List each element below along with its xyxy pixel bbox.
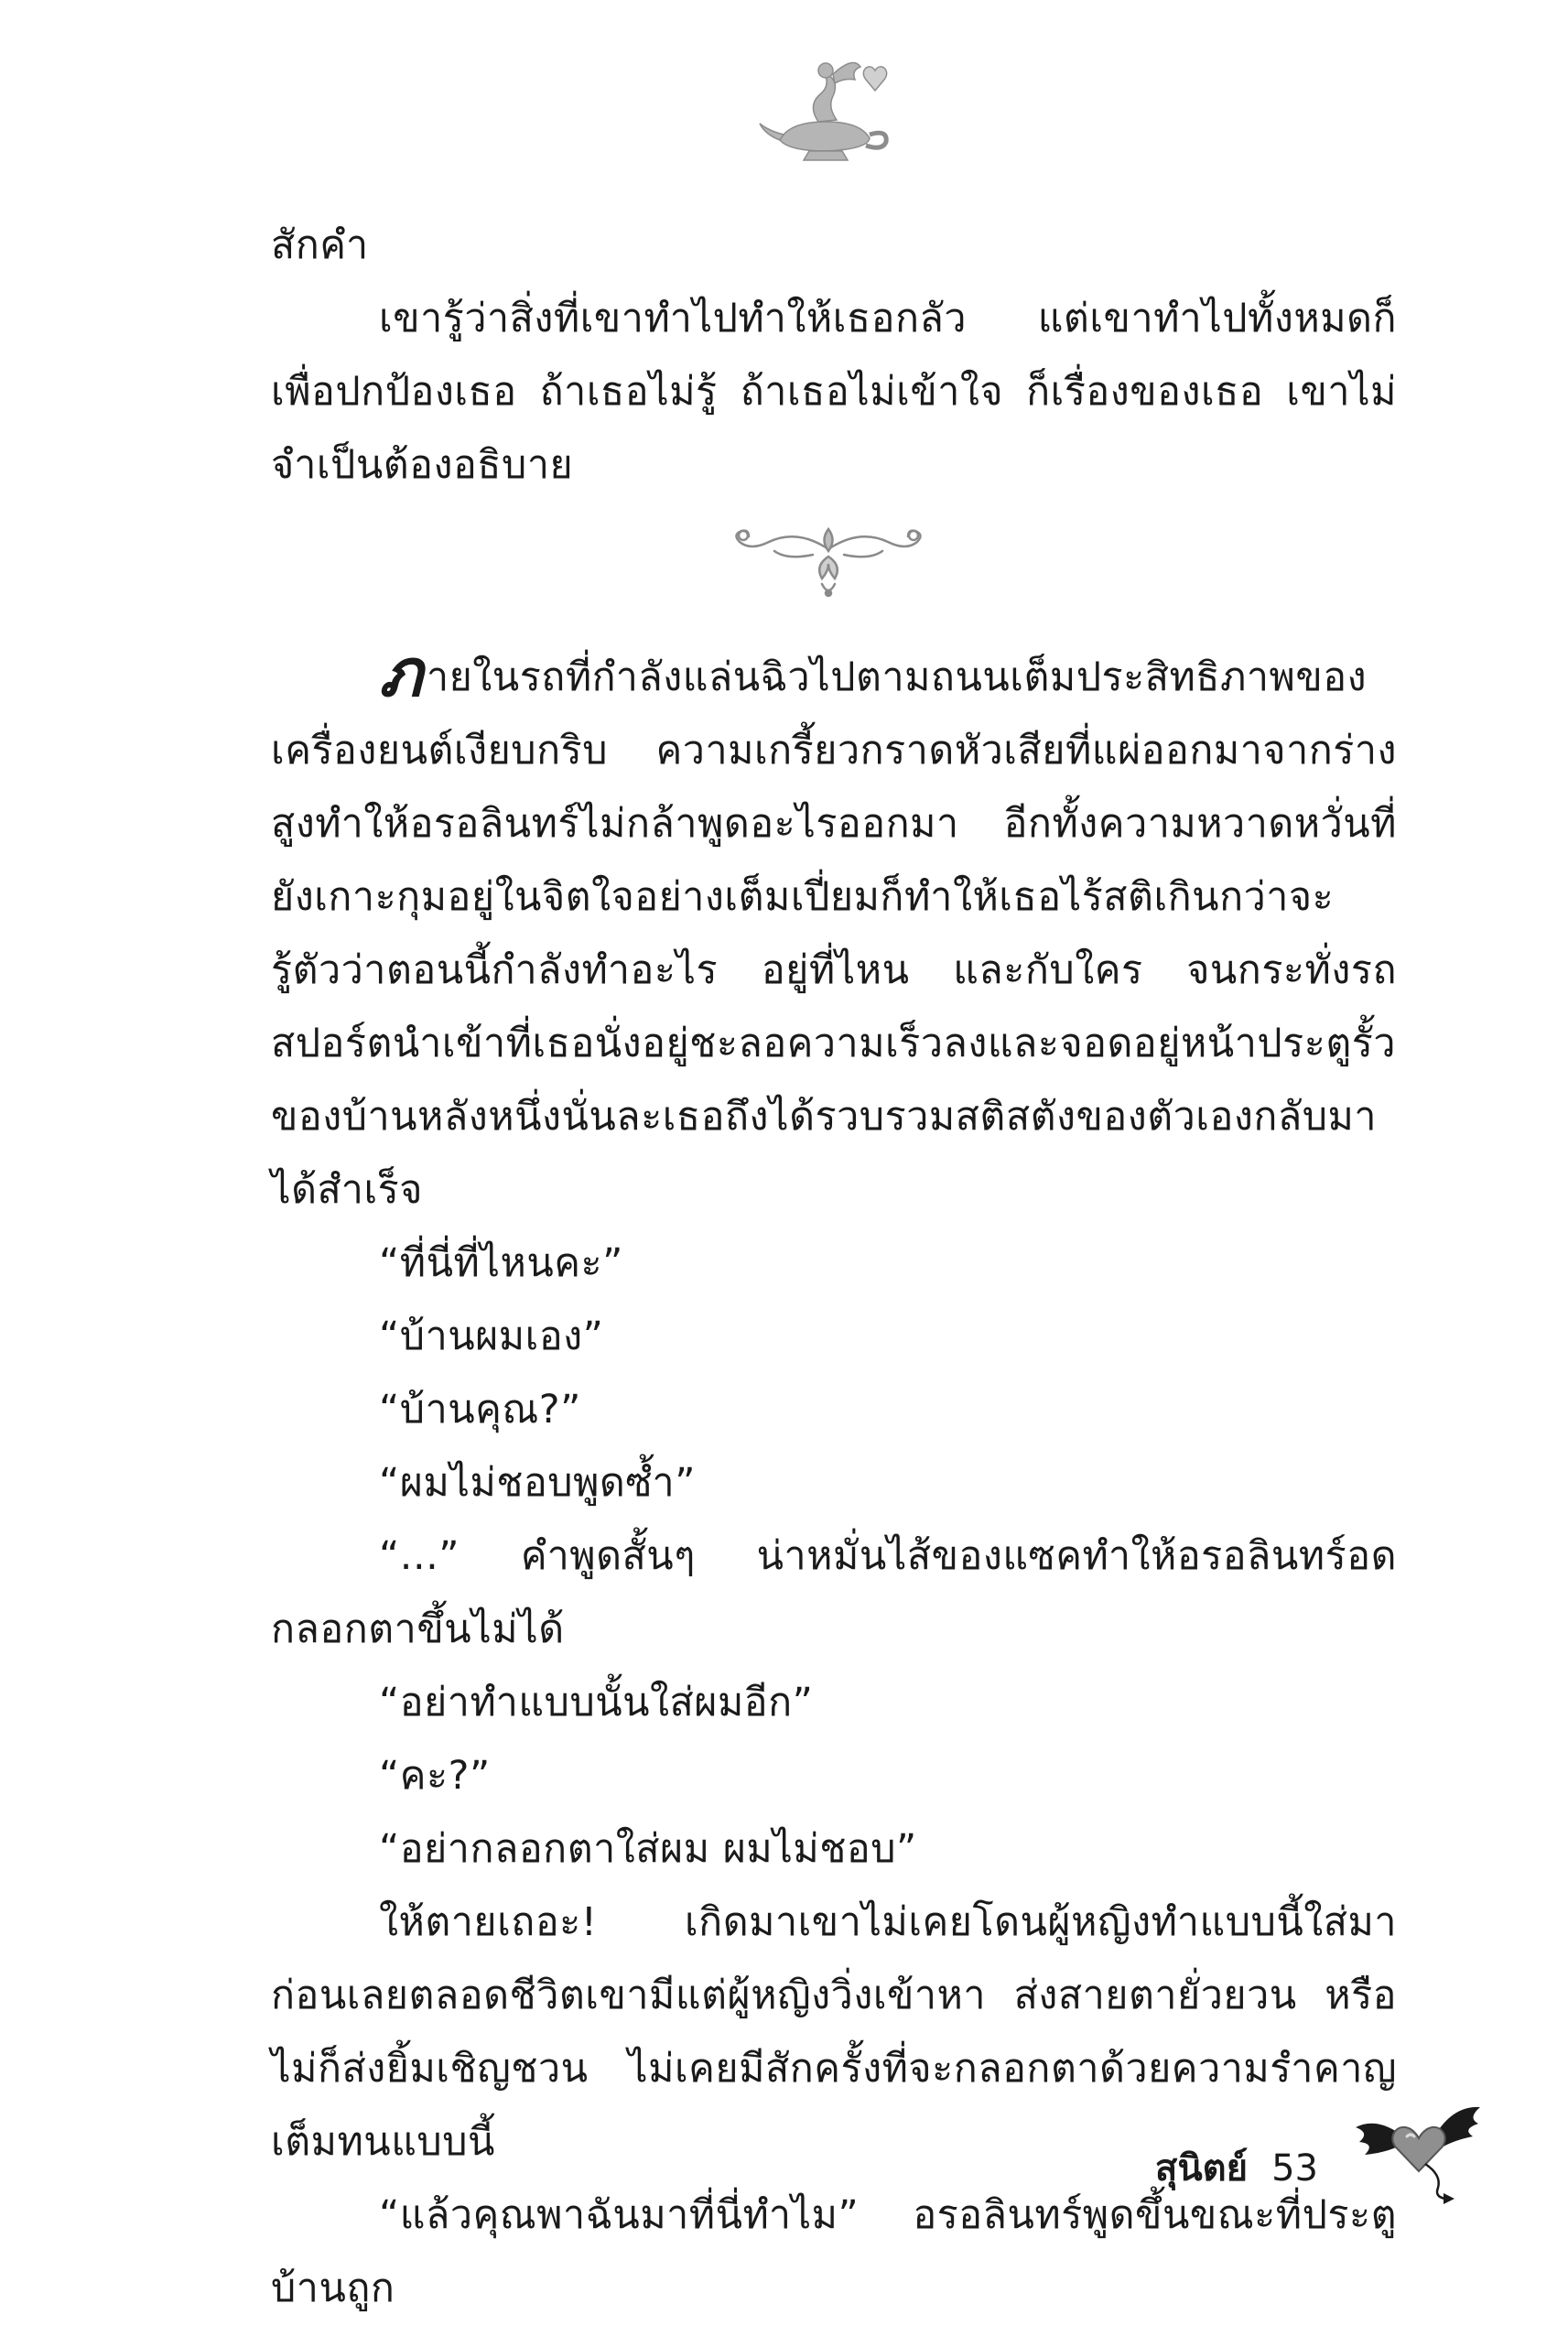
drop-cap: ภ bbox=[379, 633, 423, 711]
paragraph: สักคำ bbox=[271, 222, 369, 268]
paragraph: ให้ตายเถอะ! เกิดมาเขาไม่เคยโดนผู้หญิงทำแบบนี้ใส่มาก่อนเลยตลอดชีวิตเขามีแต่ผู้หญิงวิ่งเข้าหา ส่งสายตายั่วยวน หรือไม่ก็ส่งยิ้มเชิญชวน ไม่เคยมีสักครั้งที่จะกลอกตาด้วยความรำคาญเต็มทนแบบนี้ bbox=[271, 1899, 1397, 2165]
scroll-flourish-ornament-icon bbox=[723, 520, 934, 602]
winged-heart-devil-icon bbox=[1350, 2096, 1487, 2206]
page-footer bbox=[1080, 2138, 1318, 2197]
dialogue-line: “คะ?” bbox=[379, 1753, 491, 1799]
page-number: 53 bbox=[1271, 2147, 1318, 2190]
dialogue-line: “บ้านคุณ?” bbox=[379, 1387, 581, 1433]
paragraph: “แล้วคุณพาฉันมาที่นี่ทำไม” อรอลินทร์พูดขึ้นขณะที่ประตูบ้านถูก bbox=[271, 2192, 1397, 2311]
paragraph: “...” คำพูดสั้นๆ น่าหมั่นไส้ของแซคทำให้อรอลินทร์อดกลอกตาขึ้นไม่ได้ bbox=[271, 1533, 1397, 1652]
text-block-main bbox=[271, 633, 1397, 2325]
dialogue-line: “อย่าทำแบบนั้นใส่ผมอีก” bbox=[379, 1680, 814, 1725]
dialogue-line: “บ้านผมเอง” bbox=[379, 1314, 604, 1359]
paragraph: เขารู้ว่าสิ่งที่เขาทำไปทำให้เธอกลัว แต่เขาทำไปทั้งหมดก็เพื่อปกป้องเธอ ถ้าเธอไม่รู้ ถ้าเธอไม่เข้าใจ ก็เรื่องของเธอ เขาไม่จำเป็นต้องอธิบาย bbox=[271, 296, 1397, 488]
text-block-top bbox=[271, 209, 1397, 502]
paragraph-with-drop-cap bbox=[271, 633, 1397, 1227]
dialogue-line: “อย่ากลอกตาใส่ผม ผมไม่ชอบ” bbox=[379, 1826, 917, 1872]
paragraph-text: ายในรถที่กำลังแล่นฉิวไปตามถนนเต็มประสิทธิภาพของเครื่องยนต์เงียบกริบ ความเกรี้ยวกราดหัวเสียที่แผ่ออกมาจากร่างสูงทำให้อรอลินทร์ไม่กล้าพูดอะไรออกมา อีกทั้งความหวาดหวั่นที่ยังเกาะกุมอยู่ในจิตใจอย่างเต็มเปี่ยมก็ทำให้เธอไร้สติเกินกว่าจะรู้ตัวว่าตอนนี้กำลังทำอะไร อยู่ที่ไหน และกับใคร จนกระทั่งรถสปอร์ตนำเข้าที่เธอนั่งอยู่ชะลอความเร็วลงและจอดอยู่หน้าประตูรั้วของบ้านหลังหนึ่งนั่นละเธอถึงได้รวบรวมสติสตังของตัวเองกลับมาได้สำเร็จ bbox=[271, 654, 1397, 1213]
dialogue-line: “ที่นี่ที่ไหนคะ” bbox=[379, 1240, 623, 1286]
author-name: สุนิตย์ bbox=[1154, 2147, 1249, 2190]
genie-lamp-cupid-icon bbox=[752, 50, 899, 169]
dialogue-line: “ผมไม่ชอบพูดซ้ำ” bbox=[379, 1460, 696, 1506]
